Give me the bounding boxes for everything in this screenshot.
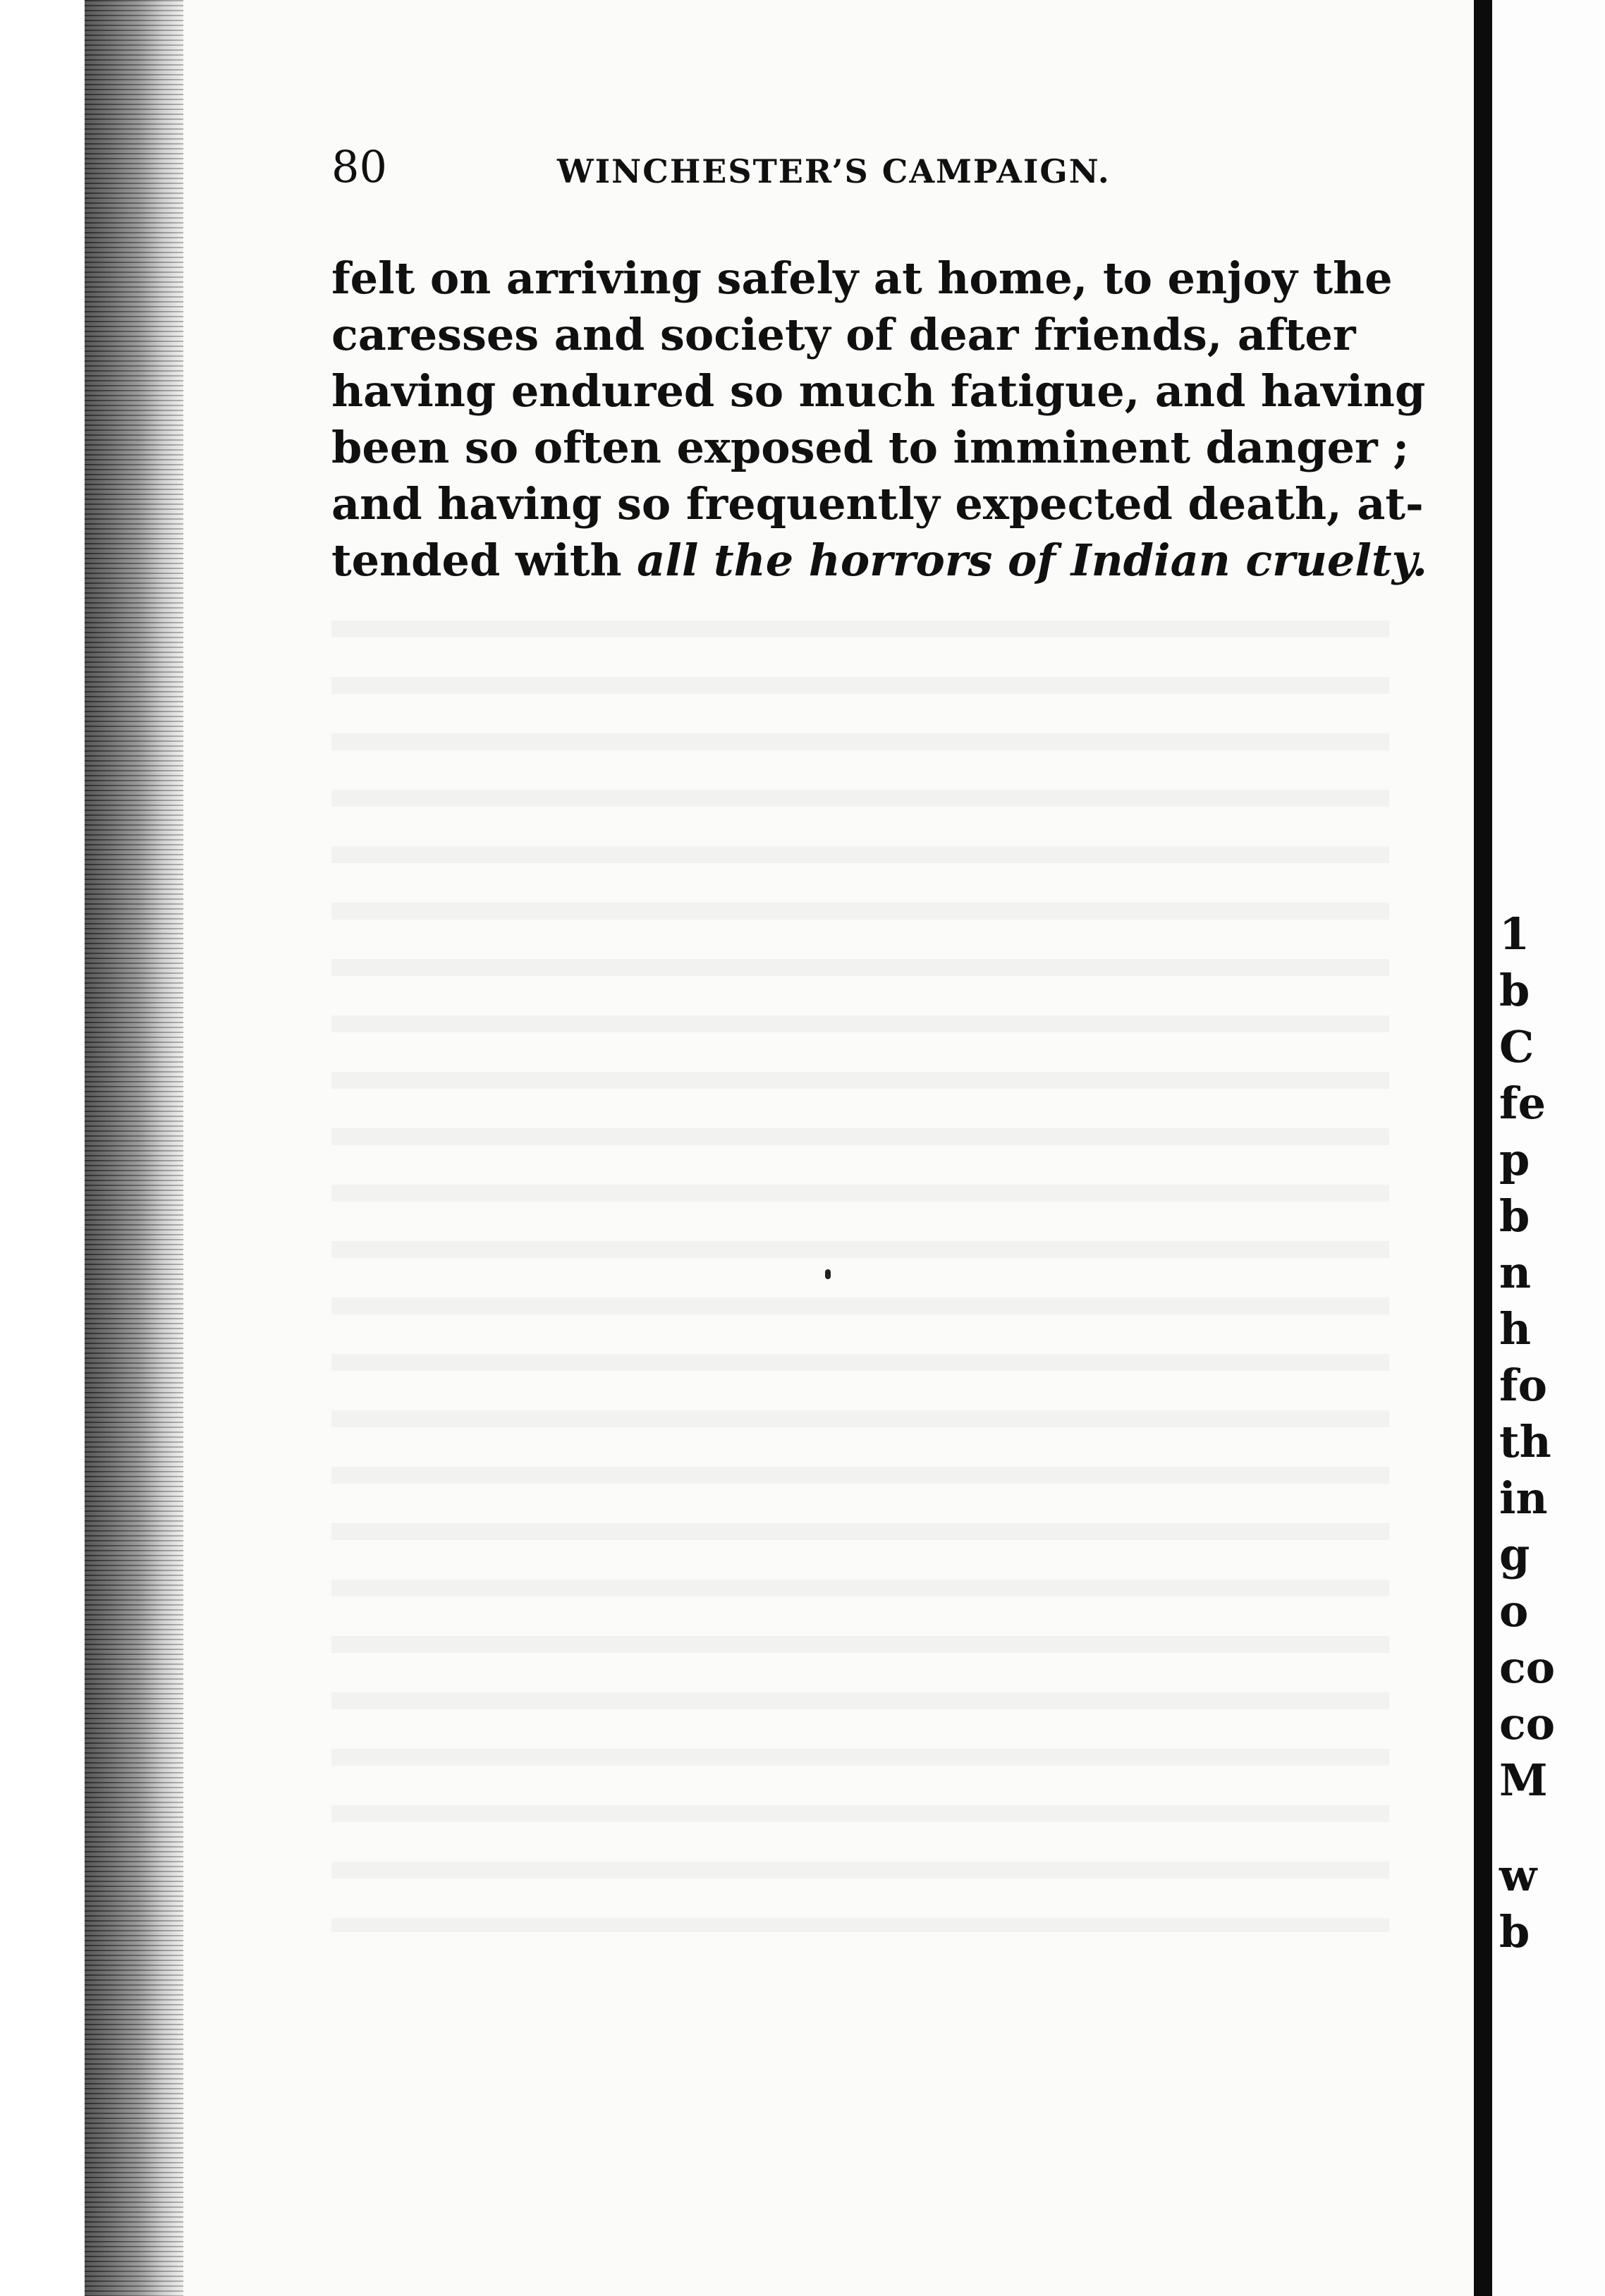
text-line-plain: tended with [331,535,637,586]
right-page-fragment: co [1499,1642,1556,1693]
right-page-fragment: b [1499,1906,1530,1958]
text-line-last [331,532,1428,589]
bleed-through-texture [331,592,1389,1932]
right-page-fragment: b [1499,1190,1530,1242]
right-page-fragment: h [1499,1303,1532,1355]
right-page-fragment: w [1499,1850,1537,1901]
right-page-edge [1492,0,1605,2296]
page-header [331,141,1389,197]
ink-speck [825,1269,831,1279]
right-page-fragment: co [1499,1698,1556,1750]
spine-divider [1474,0,1492,2296]
right-page-fragment: b [1499,965,1530,1016]
body-paragraph [331,250,1428,589]
page-number: 80 [331,141,387,193]
text-line: felt on arriving safely at home, to enjoy the [331,252,1393,304]
right-page-fragment: M [1499,1754,1548,1806]
text-line: and having so frequently expected death, at- [331,478,1424,530]
page-edge-stack [85,0,183,2296]
right-page-fragment: g [1499,1529,1530,1580]
right-page-fragment: C [1499,1021,1534,1073]
right-page-fragment: fo [1499,1360,1548,1411]
right-page-fragment: p [1499,1134,1530,1185]
right-page-fragment: in [1499,1472,1548,1524]
running-title: WINCHESTER’S CAMPAIGN. [557,152,1111,190]
text-line: having endured so much fatigue, and having [331,365,1426,417]
right-page-fragment: o [1499,1585,1529,1637]
text-line: been so often exposed to imminent danger ; [331,422,1410,473]
right-page-fragment: fe [1499,1077,1546,1129]
right-page-fragment: 1 [1499,908,1530,960]
text-line-italic: all the horrors of Indian cruelty. [637,535,1428,586]
right-page-fragment: n [1499,1247,1532,1298]
right-page-fragment: th [1499,1416,1551,1467]
text-line: caresses and society of dear friends, after [331,309,1356,360]
